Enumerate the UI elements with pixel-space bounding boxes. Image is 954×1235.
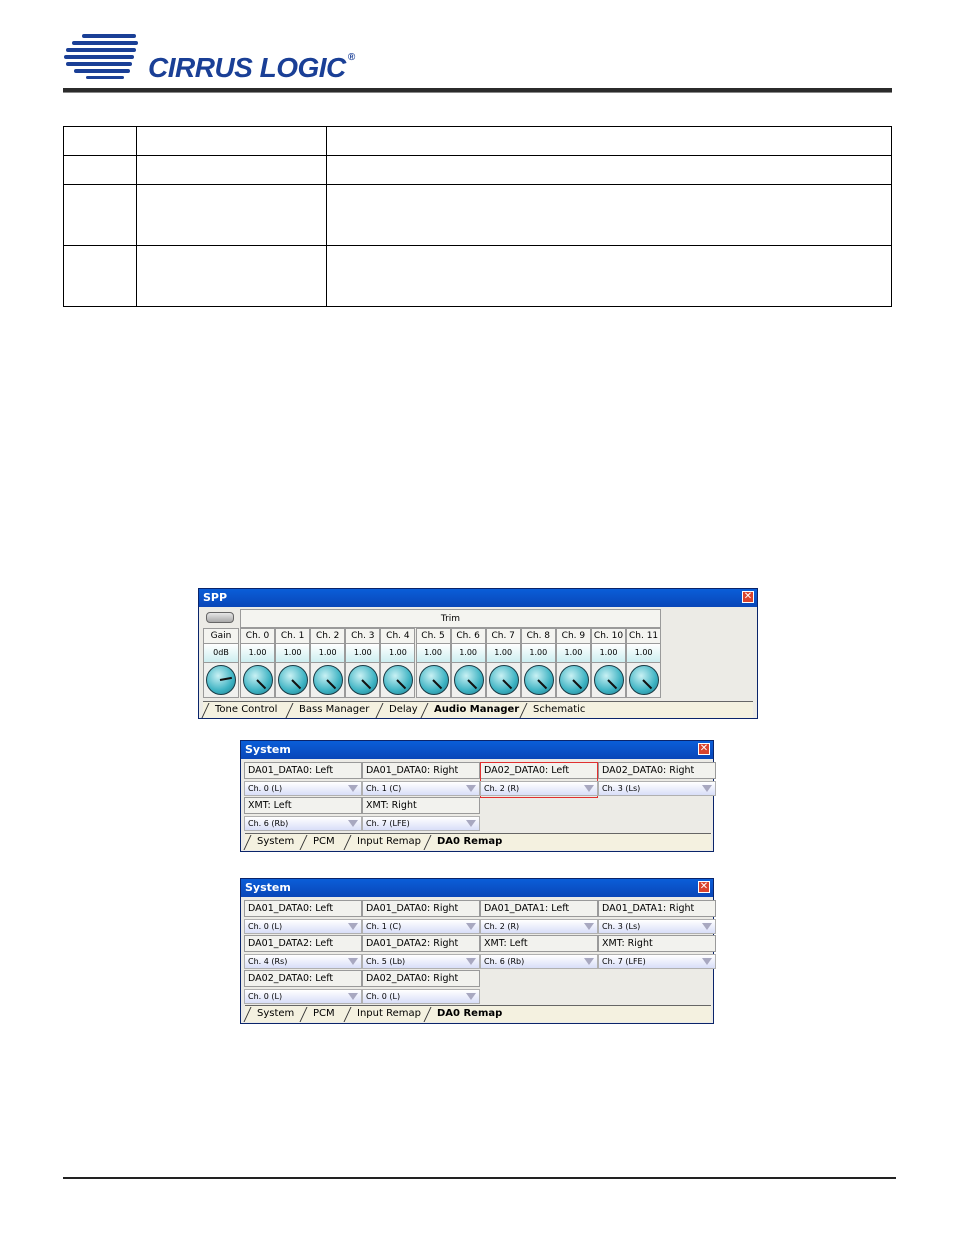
channel-label: Ch. 2 — [310, 628, 345, 644]
channel-select-value: Ch. 7 (LFE) — [602, 957, 646, 966]
gain-knob[interactable] — [206, 665, 236, 695]
channel-column — [380, 628, 415, 698]
remap-cell — [362, 762, 480, 798]
dropdown-arrow-icon[interactable] — [466, 923, 476, 930]
system-window-2 — [240, 878, 714, 1024]
channel-select-value: Ch. 6 (Rb) — [484, 957, 525, 966]
channel-column — [521, 628, 556, 698]
remap-cell — [362, 797, 480, 833]
channel-select-value: Ch. 5 (Lb) — [366, 957, 406, 966]
trim-knob[interactable] — [419, 665, 449, 695]
close-icon[interactable]: ✕ — [699, 743, 709, 754]
gain-label: Gain — [203, 628, 239, 644]
channel-select[interactable] — [480, 781, 598, 796]
remap-output-label: DA01_DATA2: Left — [244, 935, 362, 952]
tab-tone-control[interactable]: Tone Control — [203, 703, 281, 717]
remap-output-label: DA01_DATA0: Right — [362, 762, 480, 779]
channel-trim-value[interactable]: 1.00 — [275, 644, 310, 662]
channel-select[interactable] — [362, 919, 480, 934]
remap-cell — [244, 797, 362, 833]
channel-select-value: Ch. 0 (L) — [248, 784, 283, 793]
channel-trim-value[interactable]: 1.00 — [345, 644, 380, 662]
logo-text: CIRRUS LOGIC — [148, 52, 346, 83]
dropdown-arrow-icon[interactable] — [466, 993, 476, 1000]
table-row — [64, 127, 892, 156]
channel-column — [240, 628, 275, 698]
remap-output-label: DA01_DATA0: Left — [244, 762, 362, 779]
remap-output-label: XMT: Left — [480, 935, 598, 952]
dropdown-arrow-icon[interactable] — [466, 785, 476, 792]
channel-trim-value[interactable]: 1.00 — [626, 644, 661, 662]
channel-column — [345, 628, 380, 698]
remap-output-label: XMT: Left — [244, 797, 362, 814]
channel-select-value: Ch. 7 (LFE) — [366, 819, 410, 828]
system-tab-bar — [245, 1005, 711, 1022]
remap-cell — [480, 935, 598, 971]
remap-cell — [480, 762, 598, 798]
tab-input-remap[interactable]: Input Remap — [345, 835, 425, 849]
channel-label: Ch. 7 — [486, 628, 521, 644]
remap-output-label: DA02_DATA0: Right — [598, 762, 716, 779]
table-row — [64, 185, 892, 246]
remap-cell — [362, 900, 480, 936]
spp-tab-bar — [203, 701, 753, 718]
remap-cell — [244, 935, 362, 971]
channel-label: Ch. 6 — [451, 628, 486, 644]
system-tab-bar — [245, 833, 711, 850]
channel-column — [310, 628, 345, 698]
channel-select[interactable] — [244, 919, 362, 934]
close-icon[interactable]: ✕ — [699, 881, 709, 892]
channel-select-value: Ch. 1 (C) — [366, 784, 402, 793]
trim-knob[interactable] — [278, 665, 308, 695]
bypass-toggle[interactable] — [206, 612, 234, 623]
remap-output-label: XMT: Right — [362, 797, 480, 814]
system-title: System — [245, 881, 291, 894]
channel-column — [556, 628, 591, 698]
channel-column — [416, 628, 451, 698]
channel-label: Ch. 0 — [240, 628, 275, 644]
table-row — [64, 246, 892, 307]
channel-label: Ch. 5 — [416, 628, 451, 644]
remap-output-label: DA02_DATA0: Left — [244, 970, 362, 987]
channel-trim-value[interactable]: 1.00 — [556, 644, 591, 662]
trim-knob[interactable] — [524, 665, 554, 695]
remap-cell — [598, 762, 716, 798]
remap-cell — [480, 900, 598, 936]
channel-select[interactable] — [598, 954, 716, 969]
channel-select-value: Ch. 2 (R) — [484, 922, 520, 931]
channel-select[interactable] — [362, 816, 480, 831]
channel-label: Ch. 1 — [275, 628, 310, 644]
empty-table — [63, 126, 892, 307]
dropdown-arrow-icon[interactable] — [348, 785, 358, 792]
channel-select-value: Ch. 1 (C) — [366, 922, 402, 931]
channel-label: Ch. 10 — [591, 628, 626, 644]
dropdown-arrow-icon[interactable] — [584, 785, 594, 792]
dropdown-arrow-icon[interactable] — [348, 923, 358, 930]
channel-trim-value[interactable]: 1.00 — [310, 644, 345, 662]
channel-select-value: Ch. 0 (L) — [248, 922, 283, 931]
channel-select[interactable] — [480, 954, 598, 969]
tab-system[interactable]: System — [245, 1007, 298, 1021]
channel-select[interactable] — [362, 781, 480, 796]
tab-audio-manager[interactable]: Audio Manager — [422, 703, 523, 717]
channel-select-value: Ch. 4 (Rs) — [248, 957, 288, 966]
trim-knob[interactable] — [559, 665, 589, 695]
trim-knob[interactable] — [594, 665, 624, 695]
remap-output-label: DA01_DATA2: Right — [362, 935, 480, 952]
channel-column — [275, 628, 310, 698]
channel-column — [486, 628, 521, 698]
trim-knob[interactable] — [383, 665, 413, 695]
tab-bass-manager[interactable]: Bass Manager — [287, 703, 373, 717]
trim-knob[interactable] — [454, 665, 484, 695]
channel-trim-value[interactable]: 1.00 — [240, 644, 275, 662]
spp-titlebar — [199, 589, 757, 607]
tab-delay[interactable]: Delay — [377, 703, 422, 717]
channel-select[interactable] — [244, 954, 362, 969]
remap-output-label: DA01_DATA0: Left — [244, 900, 362, 917]
trim-knob[interactable] — [629, 665, 659, 695]
dropdown-arrow-icon[interactable] — [702, 785, 712, 792]
remap-cell — [362, 935, 480, 971]
channel-column — [451, 628, 486, 698]
channel-trim-value[interactable]: 1.00 — [486, 644, 521, 662]
spp-title: SPP — [203, 591, 228, 604]
channel-trim-value[interactable]: 1.00 — [416, 644, 451, 662]
tab-system[interactable]: System — [245, 835, 298, 849]
trim-knob[interactable] — [348, 665, 378, 695]
remap-output-label: XMT: Right — [598, 935, 716, 952]
footer-rule — [63, 1177, 896, 1179]
remap-cell — [244, 900, 362, 936]
trim-header: Trim — [240, 609, 661, 628]
remap-cell — [244, 762, 362, 798]
channel-label: Ch. 8 — [521, 628, 556, 644]
system-titlebar — [241, 741, 713, 759]
dropdown-arrow-icon[interactable] — [466, 958, 476, 965]
dropdown-arrow-icon[interactable] — [584, 958, 594, 965]
channel-select[interactable] — [362, 989, 480, 1004]
tab-da0-remap[interactable]: DA0 Remap — [425, 1007, 506, 1021]
channel-select-value: Ch. 2 (R) — [484, 784, 520, 793]
remap-output-label: DA01_DATA1: Left — [480, 900, 598, 917]
dropdown-arrow-icon[interactable] — [348, 820, 358, 827]
channel-select[interactable] — [244, 781, 362, 796]
remap-output-label: DA02_DATA0: Left — [480, 762, 598, 779]
channel-select-value: Ch. 0 (L) — [366, 992, 401, 1001]
channel-trim-value[interactable]: 1.00 — [451, 644, 486, 662]
table-row — [64, 156, 892, 185]
close-icon[interactable]: ✕ — [743, 591, 753, 602]
dropdown-arrow-icon[interactable] — [348, 958, 358, 965]
trim-knob[interactable] — [489, 665, 519, 695]
channel-select[interactable] — [244, 989, 362, 1004]
channel-select[interactable] — [598, 919, 716, 934]
channel-select-value: Ch. 6 (Rb) — [248, 819, 289, 828]
tab-pcm[interactable]: PCM — [301, 1007, 339, 1021]
remap-cell — [362, 970, 480, 1006]
channel-column — [591, 628, 626, 698]
channel-label: Ch. 4 — [380, 628, 415, 644]
dropdown-arrow-icon[interactable] — [702, 958, 712, 965]
channel-select[interactable] — [598, 781, 716, 796]
channel-select-value: Ch. 3 (Ls) — [602, 784, 641, 793]
tab-da0-remap[interactable]: DA0 Remap — [425, 835, 506, 849]
tab-schematic[interactable]: Schematic — [521, 703, 589, 717]
remap-output-label: DA01_DATA0: Right — [362, 900, 480, 917]
trim-knob[interactable] — [243, 665, 273, 695]
remap-cell — [244, 970, 362, 1006]
channel-select[interactable] — [480, 919, 598, 934]
header-rule — [63, 88, 892, 93]
channel-label: Ch. 11 — [626, 628, 661, 644]
dropdown-arrow-icon[interactable] — [348, 993, 358, 1000]
channel-trim-value[interactable]: 1.00 — [591, 644, 626, 662]
tab-pcm[interactable]: PCM — [301, 835, 339, 849]
spp-window — [198, 588, 758, 719]
trim-knob[interactable] — [313, 665, 343, 695]
logo-swirl-icon — [62, 30, 146, 82]
gain-value[interactable]: 0dB — [203, 644, 239, 662]
channel-select[interactable] — [244, 816, 362, 831]
system-titlebar — [241, 879, 713, 897]
system-title: System — [245, 743, 291, 756]
gain-column — [203, 628, 239, 698]
remap-output-label: DA01_DATA1: Right — [598, 900, 716, 917]
channel-label: Ch. 9 — [556, 628, 591, 644]
channel-trim-value[interactable]: 1.00 — [380, 644, 415, 662]
system-window-1 — [240, 740, 714, 852]
remap-cell — [598, 900, 716, 936]
channel-trim-value[interactable]: 1.00 — [521, 644, 556, 662]
tab-input-remap[interactable]: Input Remap — [345, 1007, 425, 1021]
cirrus-logic-logo — [62, 30, 362, 90]
remap-cell — [598, 935, 716, 971]
remap-output-label: DA02_DATA0: Right — [362, 970, 480, 987]
channel-select-value: Ch. 3 (Ls) — [602, 922, 641, 931]
dropdown-arrow-icon[interactable] — [466, 820, 476, 827]
channel-column — [626, 628, 661, 698]
channel-select[interactable] — [362, 954, 480, 969]
dropdown-arrow-icon[interactable] — [584, 923, 594, 930]
channel-select-value: Ch. 0 (L) — [248, 992, 283, 1001]
registered-mark: ® — [347, 52, 355, 63]
channel-label: Ch. 3 — [345, 628, 380, 644]
dropdown-arrow-icon[interactable] — [702, 923, 712, 930]
